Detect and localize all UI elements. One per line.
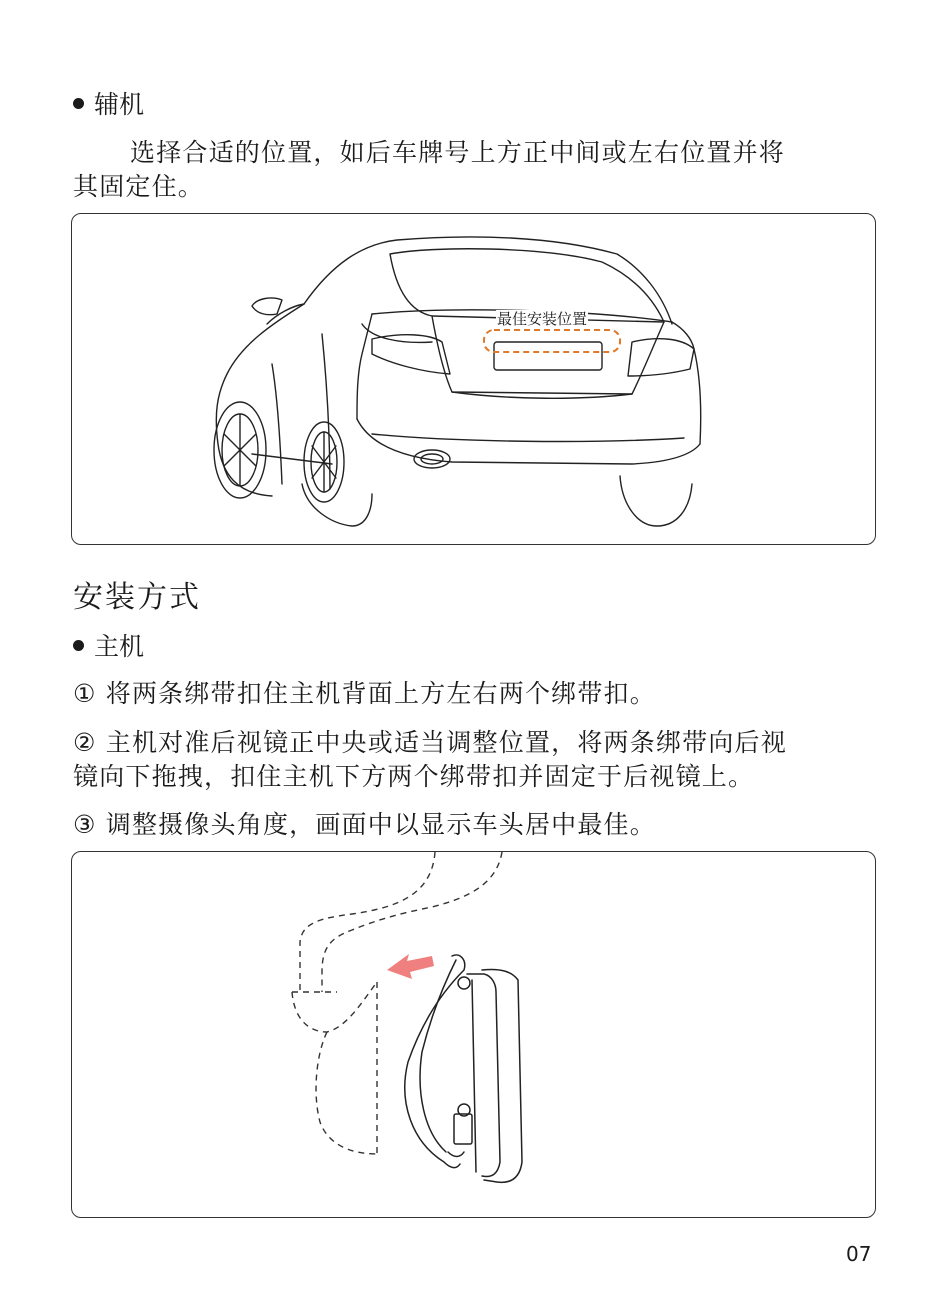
aux-instruction-line1: 选择合适的位置，如后车牌号上方正中间或左右位置并将 bbox=[130, 138, 786, 167]
aux-instruction-line2: 其固定住。 bbox=[73, 172, 205, 201]
installation-heading: 安装方式 bbox=[73, 580, 201, 615]
main-unit-heading bbox=[73, 632, 144, 662]
best-position-highlight bbox=[484, 330, 620, 352]
direction-arrow-icon bbox=[387, 954, 434, 979]
car-rear-figure bbox=[71, 213, 876, 545]
bullet-icon bbox=[73, 98, 84, 109]
mirror-mount-illustration bbox=[72, 852, 875, 1217]
page-number: 07 bbox=[846, 1242, 872, 1266]
aux-unit-heading-text: 辅机 bbox=[94, 90, 145, 119]
car-rear-illustration bbox=[72, 214, 875, 544]
monitor-unit bbox=[405, 955, 522, 1182]
main-unit-heading-text: 主机 bbox=[94, 632, 145, 661]
bullet-icon bbox=[73, 640, 84, 651]
best-position-label: 最佳安装位置 bbox=[497, 310, 588, 328]
mirror-mount-figure bbox=[71, 851, 876, 1218]
aux-unit-heading bbox=[73, 90, 144, 120]
step-3: ③ 调整摄像头角度，画面中以显示车头居中最佳。 bbox=[73, 810, 656, 839]
step-2-line2: 镜向下拖拽，扣住主机下方两个绑带扣并固定于后视镜上。 bbox=[73, 762, 755, 791]
step-1: ① 将两条绑带扣住主机背面上方左右两个绑带扣。 bbox=[73, 679, 656, 708]
step-2-line1: ② 主机对准后视镜正中央或适当调整位置，将两条绑带向后视 bbox=[73, 728, 787, 757]
